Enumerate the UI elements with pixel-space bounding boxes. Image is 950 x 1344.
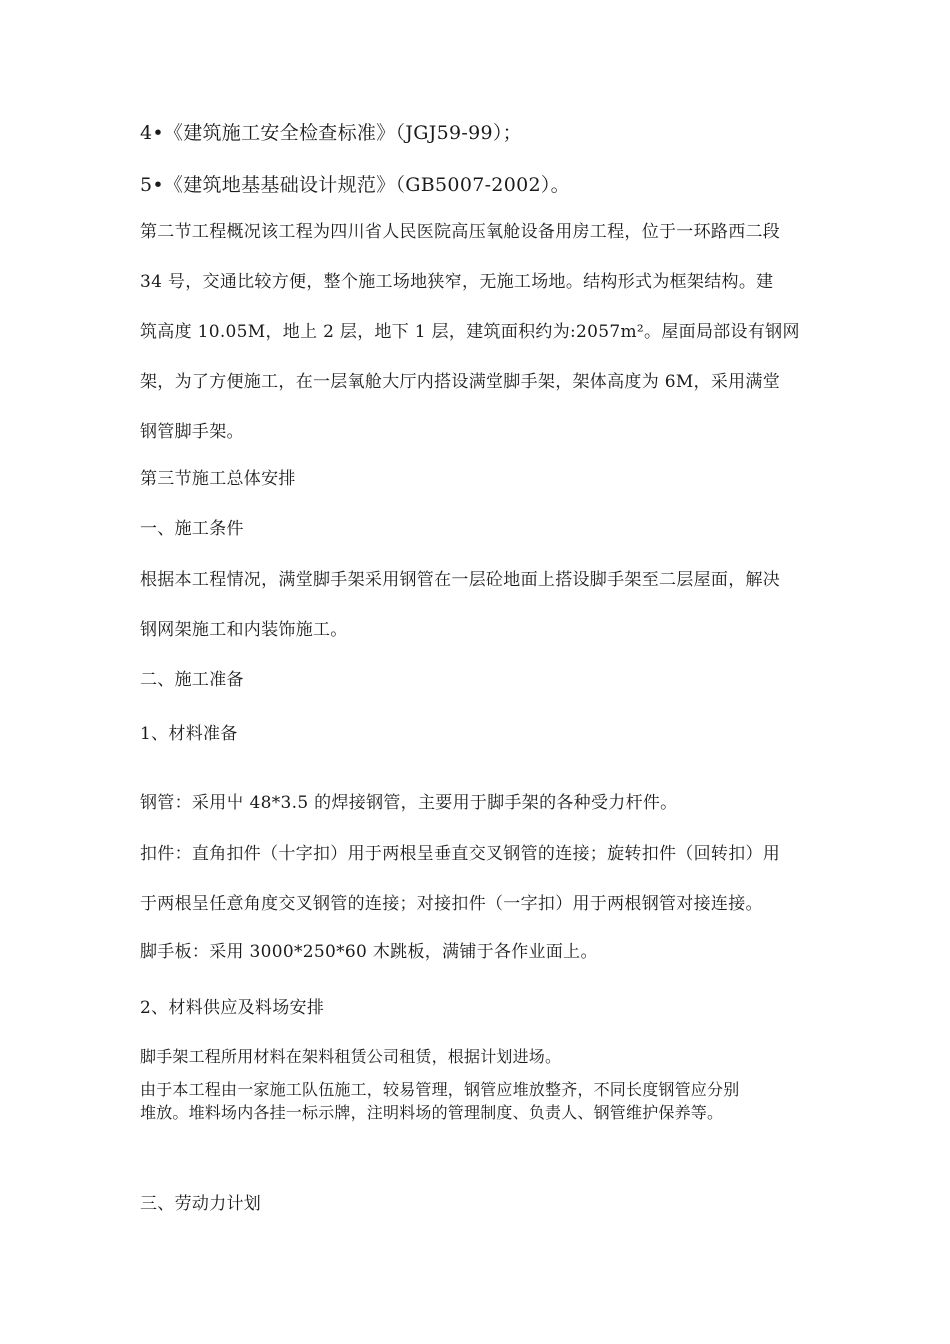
section-2-paragraph-line-5: 钢管脚手架。 — [140, 422, 244, 442]
reference-item-4: 4•《建筑施工安全检查标准》（JGJ59-99）； — [140, 122, 522, 144]
section-2-paragraph-line-4: 架，为了方便施工，在一层氧舱大厅内搭设满堂脚手架，架体高度为 6M，采用满堂 — [140, 372, 781, 392]
subsection-1-heading: 一、施工条件 — [140, 519, 244, 539]
subsection-3-heading: 三、劳动力计划 — [140, 1194, 262, 1214]
supply-paragraph-2-line-1: 由于本工程由一家施工队伍施工，较易管理，钢管应堆放整齐，不同长度钢管应分别 — [140, 1080, 740, 1099]
reference-item-5: 5•《建筑地基基础设计规范》（GB5007-2002）。 — [140, 174, 570, 196]
section-2-paragraph-line-2: 34 号，交通比较方便，整个施工场地狭窄，无施工场地。结构形式为框架结构。建 — [140, 272, 774, 292]
supply-paragraph-1: 脚手架工程所用材料在架料租赁公司租赁，根据计划进场。 — [140, 1047, 562, 1066]
section-2-paragraph-line-1: 第二节工程概况该工程为四川省人民医院高压氧舱设备用房工程，位于一环路西二段 — [140, 222, 781, 242]
section-3-heading: 第三节施工总体安排 — [140, 469, 296, 489]
subsection-2-heading: 二、施工准备 — [140, 670, 244, 690]
conditions-paragraph-line-1: 根据本工程情况，满堂脚手架采用钢管在一层砼地面上搭设脚手架至二层屋面，解决 — [140, 570, 781, 590]
steel-pipe-item: 钢管：采用屮 48*3.5 的焊接钢管，主要用于脚手架的各种受力杆件。 — [140, 793, 678, 813]
section-2-paragraph-line-3: 筑高度 10.05M，地上 2 层，地下 1 层，建筑面积约为:2057m²。屋面局部设有钢网 — [140, 322, 800, 342]
conditions-paragraph-line-2: 钢网架施工和内装饰施工。 — [140, 620, 348, 640]
supply-heading: 2、材料供应及料场安排 — [140, 998, 325, 1018]
supply-paragraph-2-line-2: 堆放。堆料场内各挂一标示牌，注明料场的管理制度、负责人、钢管维护保养等。 — [140, 1103, 724, 1122]
fastener-item-line-1: 扣件：直角扣件（十字扣）用于两根呈垂直交叉钢管的连接；旋转扣件（回转扣）用 — [140, 844, 781, 864]
scaffold-board-item: 脚手板：采用 3000*250*60 木跳板，满铺于各作业面上。 — [140, 942, 598, 962]
fastener-item-line-2: 于两根呈任意角度交叉钢管的连接；对接扣件（一字扣）用于两根钢管对接连接。 — [140, 894, 763, 914]
materials-heading: 1、材料准备 — [140, 724, 238, 744]
